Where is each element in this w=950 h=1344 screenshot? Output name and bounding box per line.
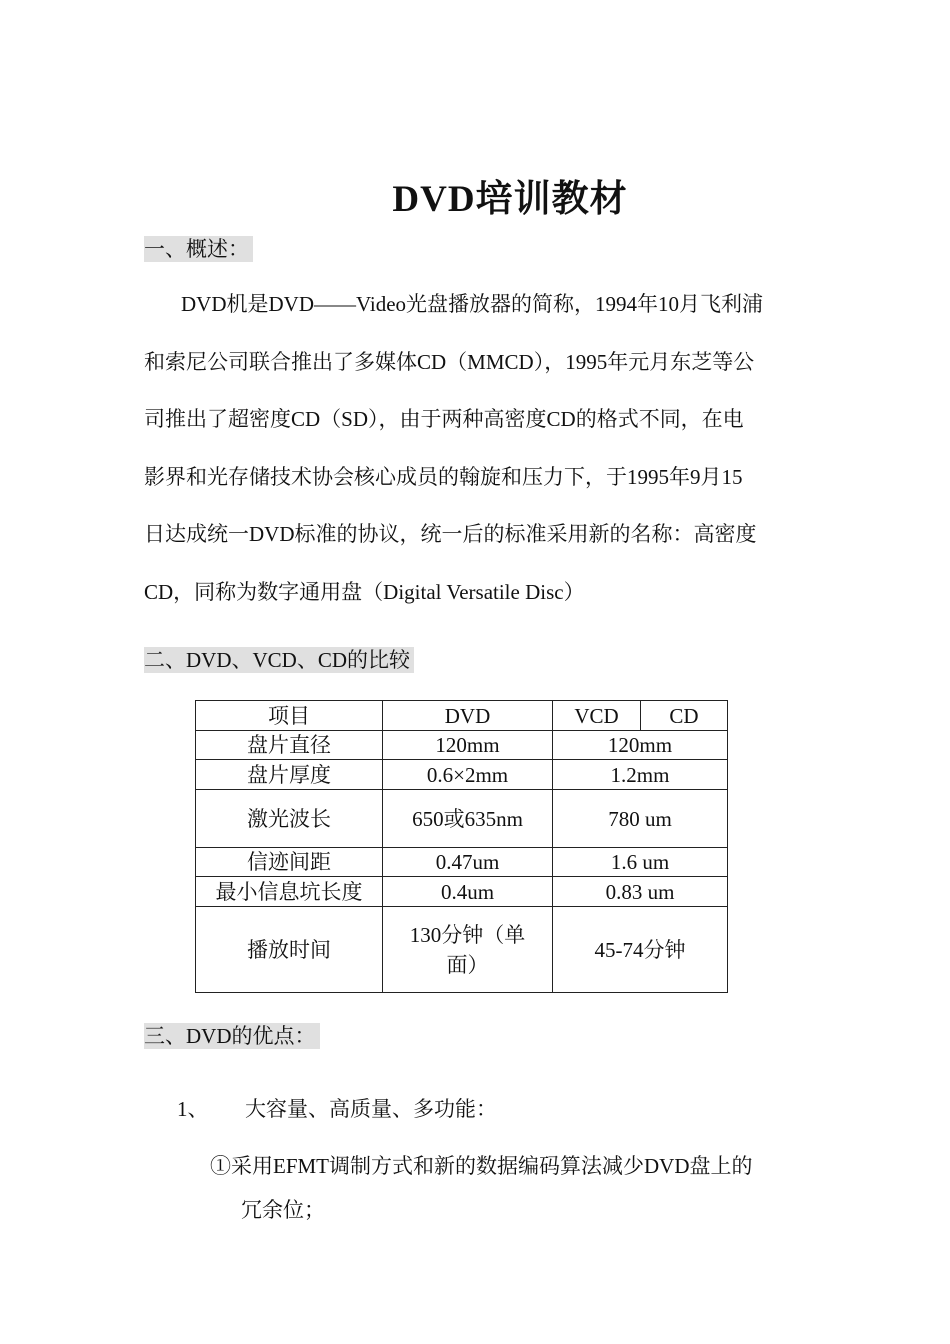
paragraph-line: 日达成统一DVD标准的协议，统一后的标准采用新的名称：高密度 (144, 522, 757, 546)
table-cell: 盘片直径 (196, 731, 383, 760)
paragraph-line: 和索尼公司联合推出了多媒体CD（MMCD），1995年元月东芝等公 (144, 350, 755, 374)
table-header-cell: DVD (383, 701, 553, 731)
sub-item-line: ①采用EFMT调制方式和新的数据编码算法减少DVD盘上的 (210, 1154, 753, 1178)
table-cell: 1.6 um (553, 848, 728, 877)
sub-item-line: 冗余位； (241, 1198, 325, 1222)
table-header-cell: VCD (553, 701, 641, 731)
section-heading-comparison: 二、DVD、VCD、CD的比较 (144, 647, 414, 673)
list-item-text: 大容量、高质量、多功能： (245, 1097, 497, 1121)
paragraph-line: 影界和光存储技术协会核心成员的翰旋和压力下，于1995年9月15 (144, 465, 743, 489)
table-row (196, 907, 728, 993)
table-cell: 播放时间 (196, 907, 383, 993)
table-row (196, 760, 728, 790)
table-cell-line: 面） (446, 952, 489, 977)
table-cell: 45-74分钟 (553, 907, 728, 993)
comparison-table (195, 700, 728, 993)
paragraph-line: CD，同称为数字通用盘（Digital Versatile Disc） (144, 580, 585, 604)
table-cell: 0.83 um (553, 877, 728, 907)
table-cell (383, 907, 553, 993)
table-cell: 120mm (383, 731, 553, 760)
table-row (196, 877, 728, 907)
paragraph-line: DVD机是DVD——Video光盘播放器的简称，1994年10月飞利浦 (181, 292, 764, 316)
table-header-cell: 项目 (196, 701, 383, 731)
table-cell: 1.2mm (553, 760, 728, 790)
table-cell: 780 um (553, 790, 728, 848)
table-cell-line: 130分钟（单 (409, 922, 526, 947)
table-row (196, 790, 728, 848)
section-heading-overview: 一、概述： (144, 236, 253, 262)
table-row (196, 731, 728, 760)
table-cell: 0.4um (383, 877, 553, 907)
table-header-cell: CD (641, 701, 728, 731)
table-cell: 激光波长 (196, 790, 383, 848)
paragraph-line: 司推出了超密度CD（SD），由于两种高密度CD的格式不同，在电 (144, 407, 744, 431)
table-cell: 650或635nm (383, 790, 553, 848)
table-header-row (196, 701, 728, 731)
page-title: DVD培训教材 (392, 179, 628, 220)
table-cell: 120mm (553, 731, 728, 760)
table-cell: 最小信息坑长度 (196, 877, 383, 907)
table-cell: 盘片厚度 (196, 760, 383, 790)
table-cell: 信迹间距 (196, 848, 383, 877)
table-row (196, 848, 728, 877)
table-cell: 0.6×2mm (383, 760, 553, 790)
section-heading-advantages: 三、DVD的优点： (144, 1023, 320, 1049)
table-cell: 0.47um (383, 848, 553, 877)
list-item-number: 1、 (177, 1097, 209, 1121)
